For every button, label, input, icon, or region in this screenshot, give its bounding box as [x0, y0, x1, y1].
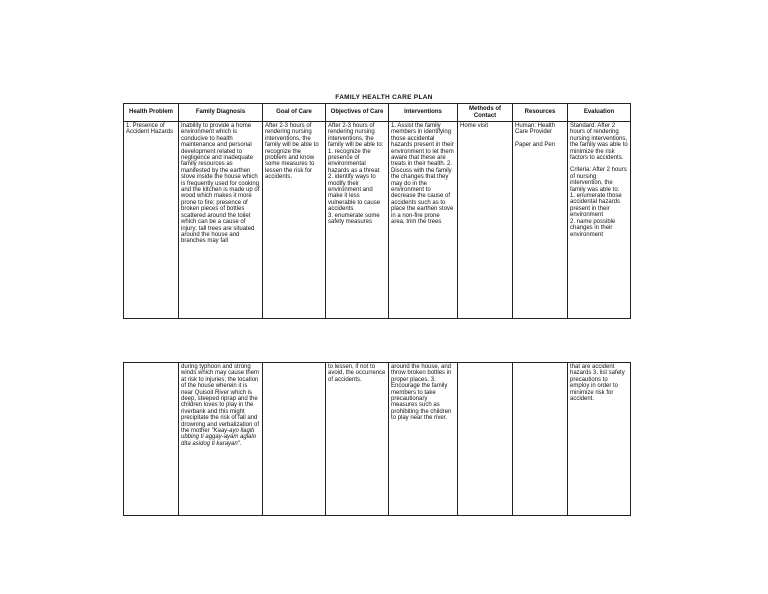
cell-interventions: 1. Assist the family members in identifying those accidental hazards present in their environment to let them aware that these are treats in their health. 2. Discuss with the family the changes that they may do in the environment to decrease the cause of accidents such as to place the earthen stove in a non-fire prone area, trim the trees [389, 122, 458, 319]
care-plan-table-page-2 [123, 362, 631, 516]
cell-evaluation: that are accident hazards 3. list safety precautions to employ in order to minimize risk for accident. [568, 363, 631, 516]
objective-item: 2. identify ways to modify their environment and make it less vulnerable to cause accidents [328, 174, 381, 213]
cell-health-problem [124, 363, 179, 516]
objective-item: 3. enumerate some safety measures [328, 212, 380, 226]
objective-item: 1. recognize the presence of environmental hazards as a threat [328, 148, 380, 174]
header-interventions: Interventions [389, 104, 458, 122]
evaluation-item: 2. name possible changes in their environment [570, 218, 616, 238]
cell-interventions: around the house, and throw broken bottles in proper places. 3. Encourage the family members to take precautionary measures such as prohibiting the children to play near the river. [389, 363, 458, 516]
cell-objectives-of-care [326, 122, 389, 319]
table-row [124, 363, 631, 516]
cell-methods-of-contact [458, 363, 513, 516]
cell-objectives-of-care: to lessen, if not to avoid, the occurrence of accidents. [326, 363, 389, 516]
evaluation-item: 1. enumerate those accidental hazards present in their environment [570, 193, 622, 219]
header-health-problem: Health Problem [124, 104, 179, 122]
cell-family-diagnosis [179, 363, 263, 516]
resource-material: Paper and Pen [515, 141, 556, 148]
cell-goal-of-care [263, 363, 326, 516]
cell-resources [513, 122, 568, 319]
objectives-intro: After 2-3 hours of rendering nursing interventions, the family will be able to: [328, 123, 384, 149]
cell-resources [513, 363, 568, 516]
table-row [124, 122, 631, 319]
cell-family-diagnosis: Inability to provide a home environment which is conducive to health maintenance and personal development related to negligence and inadequate family resources as manifested by the earthen stove inside the house which is frequently used for cooking and the kitchen is made up of wood which makes it more prone to fire; presence of broken pieces of bottles scattered around the toilet which can be a cause of injury; tall trees are situated around the house and branches may fall [179, 122, 263, 319]
header-methods-of-contact: Methods of Contact [458, 104, 513, 122]
diagnosis-continued: during typhoon and strong winds which may cause them at risk to injuries; the location of the house wherein it is near Quisoit River which is deep, steeped riprap and the children loves to play in the riverbank and this might precipitate the risk of fall and drowning and verbalization of the mother [181, 364, 260, 435]
evaluation-criteria: Criteria: After 2 hours of nursing intervention, the family was able to: [570, 167, 627, 193]
mother-quote: "Kaay-ayo llagiti ubbing ti aggay-ayam aglalo dita asidog ti karayan". [181, 428, 257, 447]
cell-goal-of-care: After 2-3 hours of rendering nursing interventions, the family will be able to recognize the problem and know some measures to lessen the risk for accidents. [263, 122, 326, 319]
header-evaluation: Evaluation [568, 104, 631, 122]
cell-health-problem: 1. Presence of Accident Hazards [124, 122, 179, 319]
evaluation-standard: Standard: After 2 hours of rendering nursing interventions, the family was able to minimize the risk factors to accidents. [570, 123, 628, 162]
header-goal-of-care: Goal of Care [263, 104, 326, 122]
resource-human: Human: Health Care Provider [515, 123, 556, 136]
table-header-row [124, 104, 631, 122]
cell-methods-of-contact: Home visit [458, 122, 513, 319]
care-plan-table-page-1 [123, 103, 631, 319]
header-resources: Resources [513, 104, 568, 122]
cell-evaluation [568, 122, 631, 319]
page-title: FAMILY HEALTH CARE PLAN [335, 94, 433, 101]
header-objectives-of-care: Objectives of Care [326, 104, 389, 122]
header-family-diagnosis: Family Diagnosis [179, 104, 263, 122]
